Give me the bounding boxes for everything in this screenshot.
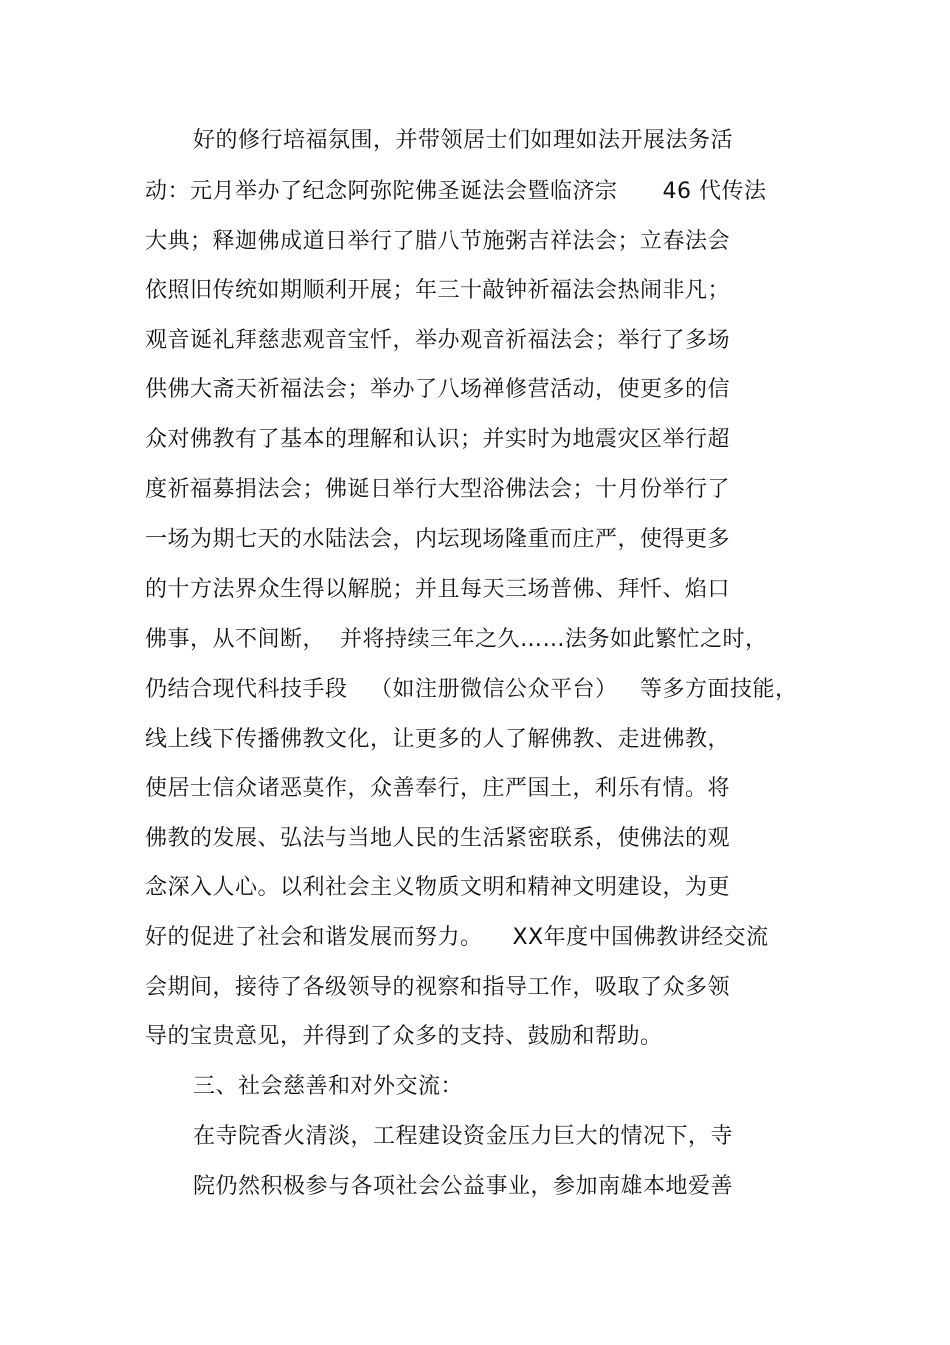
text-line-16: 念深入人心。以利社会主义物质文明和精神文明建设，为更 bbox=[145, 875, 731, 900]
text-line-5: 观音诞礼拜慈悲观音宝忏，举办观音祈福法会；举行了多场 bbox=[145, 328, 731, 353]
text-line-21: 在寺院香火清淡，工程建设资金压力巨大的情况下，寺 bbox=[193, 1124, 734, 1149]
text-line-9: 一场为期七天的水陆法会，内坛现场隆重而庄严，使得更多 bbox=[145, 527, 731, 552]
text-line-10: 的十方法界众生得以解脱；并且每天三场普佛、拜忏、焰口 bbox=[145, 577, 731, 602]
text-line-6: 供佛大斋天祈福法会；举办了八场禅修营活动，使更多的信 bbox=[145, 377, 731, 402]
text-line-4: 依照旧传统如期顺利开展；年三十敲钟祈福法会热闹非凡； bbox=[145, 278, 731, 303]
text-line-11: 佛事，从不间断， 并将持续三年之久……法务如此繁忙之时， bbox=[145, 627, 768, 652]
section-heading: 三、社会慈善和对外交流： bbox=[193, 1074, 464, 1099]
text-line-18: 会期间，接待了各级领导的视察和指导工作，吸取了众多领 bbox=[145, 975, 731, 1000]
text-line-3: 大典；释迦佛成道日举行了腊八节施粥吉祥法会；立春法会 bbox=[145, 229, 731, 254]
text-line-19: 导的宝贵意见，并得到了众多的支持、鼓励和帮助。 bbox=[145, 1024, 663, 1049]
text-line-1: 好的修行培福氛围，并带领居士们如理如法开展法务活 bbox=[193, 128, 734, 153]
text-line-12: 仍结合现代科技手段 （如注册微信公众平台） 等多方面技能， bbox=[145, 677, 798, 702]
text-line-7: 众对佛教有了基本的理解和认识；并实时为地震灾区举行超 bbox=[145, 427, 731, 452]
text-line-22: 院仍然积极参与各项社会公益事业，参加南雄本地爱善 bbox=[193, 1174, 734, 1199]
text-line-17: 好的促进了社会和谐发展而努力。 XX年度中国佛教讲经交流 bbox=[145, 925, 769, 950]
text-line-15: 佛教的发展、弘法与当地人民的生活紧密联系，使佛法的观 bbox=[145, 826, 731, 851]
text-line-13: 线上线下传播佛教文化，让更多的人了解佛教、走进佛教， bbox=[145, 727, 731, 752]
text-line-8: 度祈福募捐法会；佛诞日举行大型浴佛法会；十月份举行了 bbox=[145, 477, 731, 502]
text-line-2: 动：元月举办了纪念阿弥陀佛圣诞法会暨临济宗 46 代传法 bbox=[145, 179, 767, 204]
text-line-14: 使居士信众诸恶莫作，众善奉行，庄严国土，利乐有情。将 bbox=[145, 776, 731, 801]
